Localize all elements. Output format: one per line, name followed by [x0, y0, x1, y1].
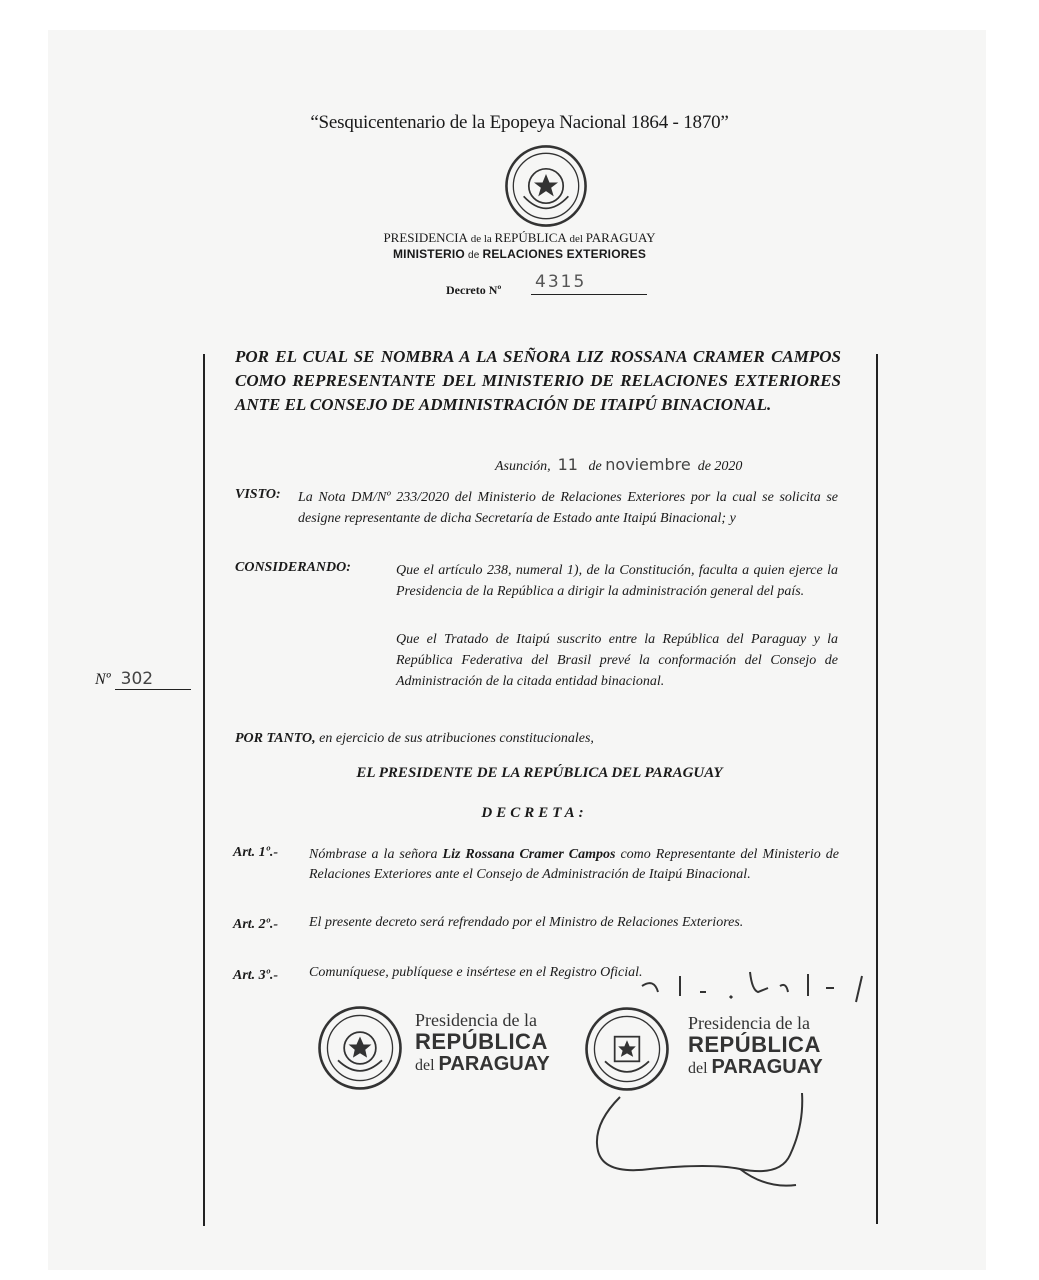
presidencia-line: PRESIDENCIA de la REPÚBLICA del PARAGUAY [383, 230, 656, 245]
decreta-heading: DECRETA: [481, 805, 588, 821]
president-heading: EL PRESIDENTE DE LA REPÚBLICA DEL PARAGUAY [356, 765, 723, 781]
presidency-stamp-2: Presidencia de la REPÚBLICA del PARAGUAY [688, 1013, 823, 1078]
article-2-label: Art. 2º.- [233, 917, 279, 932]
visto-label: VISTO: [235, 487, 281, 502]
right-margin-line [876, 354, 878, 1224]
article-1-text: Nómbrase a la señora Liz Rossana Cramer Campos como Representante del Ministerio de Relaciones Exteriores ante el Consejo de Administración de Itaipú Binacional. [309, 847, 839, 882]
decree-title: POR EL CUAL SE NOMBRA A LA SEÑORA LIZ ROSSANA CRAMER CAMPOS COMO REPRESENTANTE DEL MINISTERIO DE RELACIONES EXTERIORES ANTE EL CONSEJO DE ADMINISTRACIÓN DE ITAIPÚ BINACIONAL. [235, 347, 841, 414]
presidency-stamp-1: Presidencia de la REPÚBLICA del PARAGUAY [415, 1010, 550, 1075]
article-3-label: Art. 3º.- [233, 968, 279, 983]
considerando-paragraph-1: Que el artículo 238, numeral 1), de la Constitución, faculta a quien ejerce la Presidencia de la República a dirigir la administración general del país. [396, 563, 838, 599]
considerando-label: CONSIDERANDO: [235, 560, 351, 575]
president-signature [590, 1085, 820, 1195]
decree-date: Asunción, 11 de noviembre de 2020 [495, 455, 743, 474]
article-1-label: Art. 1º.- [233, 845, 279, 860]
margin-number: Nº 302 [95, 669, 191, 690]
presidency-seal-icon [316, 1004, 404, 1092]
decreto-number: 4315 [531, 272, 647, 295]
article-2-text: El presente decreto será refrendado por el Ministro de Relaciones Exteriores. [309, 915, 744, 930]
presidency-seal-icon-2 [583, 1005, 671, 1093]
national-seal-icon [503, 143, 589, 229]
ministerio-line: MINISTERIO de RELACIONES EXTERIORES [392, 247, 647, 261]
motto: “Sesquicentenario de la Epopeya Nacional 1864 - 1870” [310, 112, 729, 133]
article-3-text: Comuníquese, publíquese e insértese en el Registro Oficial. [309, 965, 643, 980]
decreto-label: Decreto Nº [446, 283, 502, 297]
left-margin-line [203, 354, 205, 1226]
considerando-paragraph-2: Que el Tratado de Itaipú suscrito entre la República del Paraguay y la República Federativa del Brasil prevé la conformación del Consejo de Administración de la citada entidad binacional. [396, 632, 838, 689]
initials-signature [640, 962, 880, 1010]
visto-text: La Nota DM/Nº 233/2020 del Ministerio de Relaciones Exteriores por la cual se solicita se designe representante de dicha Secretaría de Estado ante Itaipú Binacional; y [298, 490, 838, 526]
por-tanto: POR TANTO, en ejercicio de sus atribuciones constitucionales, [235, 731, 594, 746]
